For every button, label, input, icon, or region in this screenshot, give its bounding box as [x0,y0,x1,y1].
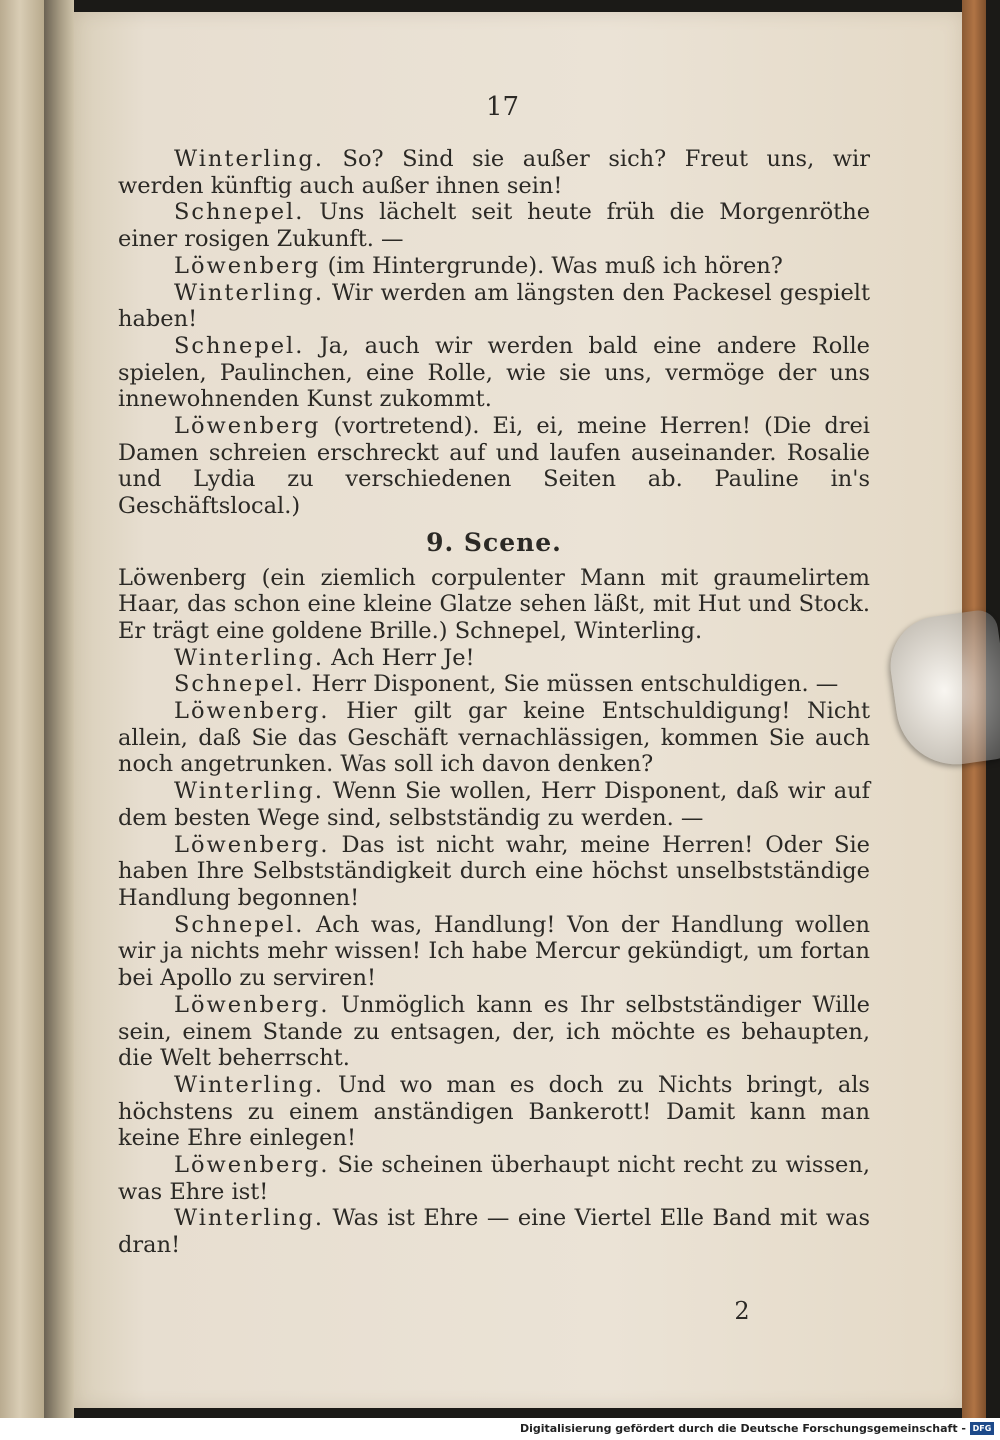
line-text: (vortretend). Ei, ei, meine Herren! (Die drei Damen schreien erschreckt auf und laufen auseinander. Rosalie und Lydia zu verschiedenen Seiten ab. Pauline in's Geschäftslocal.) [118,413,870,520]
book-gutter [44,0,74,1418]
dialogue-line [118,146,870,199]
dialogue-line [118,698,870,778]
left-page-edge [0,0,44,1418]
speaker-name: Winterling. [174,279,324,306]
line-text: Sie scheinen überhaupt nicht recht zu wissen, was Ehre ist! [118,1152,870,1205]
dialogue-line [118,832,870,912]
speaker-name: Schnepel. [174,671,305,698]
footer-credit: Digitalisierung gefördert durch die Deutsche Forschungsgemeinschaft - [519,1422,966,1435]
page-text [118,146,870,1259]
dialogue-line [118,413,870,520]
speaker-name: Löwenberg [174,413,321,440]
speaker-name: Schnepel. [174,911,305,938]
footer-bar [0,1418,1000,1440]
speaker-name: Schnepel. [174,199,305,226]
speaker-name: Löwenberg. [174,991,330,1018]
speaker-name: Löwenberg [174,252,321,279]
dfg-logo: DFG [970,1422,994,1435]
dialogue-line [118,671,870,698]
line-text: Uns lächelt seit heute früh die Morgenröthe einer rosigen Zukunft. — [118,199,871,253]
speaker-name: Winterling. [174,778,324,805]
speaker-name: Winterling. [174,1205,324,1232]
line-text: So? Sind sie außer sich? Freut uns, wir werden künftig auch außer ihnen sein! [118,146,870,199]
line-text: Und wo man es doch zu Nichts bringt, als höchstens zu einem anständigen Bankerott! Damit kann man keine Ehre einlegen! [118,1071,870,1152]
line-text: Ja, auch wir werden bald eine andere Rolle spielen, Paulinchen, eine Rolle, wie sie uns, vermöge der uns innewohnenden Kunst zukommt. [118,332,871,413]
dialogue-line [118,1152,870,1205]
line-text: Unmöglich kann es Ihr selbstständiger Wille sein, einem Stande zu entsagen, der, ich möchte es behaupten, die Welt beherrscht. [118,991,871,1072]
line-text: Wir werden am längsten den Packesel gespielt haben! [118,279,871,333]
scene-heading: 9. Scene. [426,527,562,557]
dialogue-line [118,645,870,672]
dialogue-line [118,333,870,413]
dialogue-line [118,992,870,1072]
dialogue-line [118,1205,870,1258]
speaker-name: Winterling. [174,146,324,172]
speaker-name: Löwenberg. [174,698,330,725]
dialogue-line [118,199,870,252]
line-text: Wenn Sie wollen, Herr Disponent, daß wir auf dem besten Wege sind, selbstständig zu werden. — [118,778,871,831]
dialogue-line [118,253,870,280]
speaker-name: Löwenberg. [174,831,330,858]
speaker-name: Winterling. [174,1071,324,1098]
stage-direction: Löwenberg (ein ziemlich corpulenter Mann mit graumelirtem Haar, das schon eine kleine Glatze sehen läßt, mit Hut und Stock. Er trägt eine goldene Brille.) Schnepel, Winterling. [118,564,870,644]
line-text: Hier gilt gar keine Entschuldigung! Nicht allein, daß Sie das Geschäft vernachlässigen, kommen Sie auch noch angetrunken. Was soll ich davon denken? [118,698,870,778]
speaker-name: Schnepel. [174,332,305,359]
dialogue-line [118,1072,870,1152]
dialogue-line [118,280,870,333]
dialogue-line [118,778,870,831]
line-text: Ach Herr Je! [331,644,475,671]
speaker-name: Löwenberg. [174,1152,330,1179]
page-number: 17 [486,92,520,122]
speaker-name: Winterling. [174,644,324,671]
dialogue-line [118,912,870,992]
signature-mark: 2 [734,1297,750,1325]
line-text: Ach was, Handlung! Von der Handlung wollen wir ja nichts mehr wissen! Ich habe Mercur gekündigt, um fortan bei Apollo zu serviren! [118,911,870,992]
line-text: Herr Disponent, Sie müssen entschuldigen. — [311,671,839,698]
line-text: (im Hintergrunde). Was muß ich hören? [327,252,783,279]
line-text: Das ist nicht wahr, meine Herren! Oder Sie haben Ihre Selbstständigkeit durch eine höchst unselbstständige Handlung begonnen! [118,831,870,911]
line-text: Was ist Ehre — eine Viertel Elle Band mit was dran! [118,1205,871,1259]
